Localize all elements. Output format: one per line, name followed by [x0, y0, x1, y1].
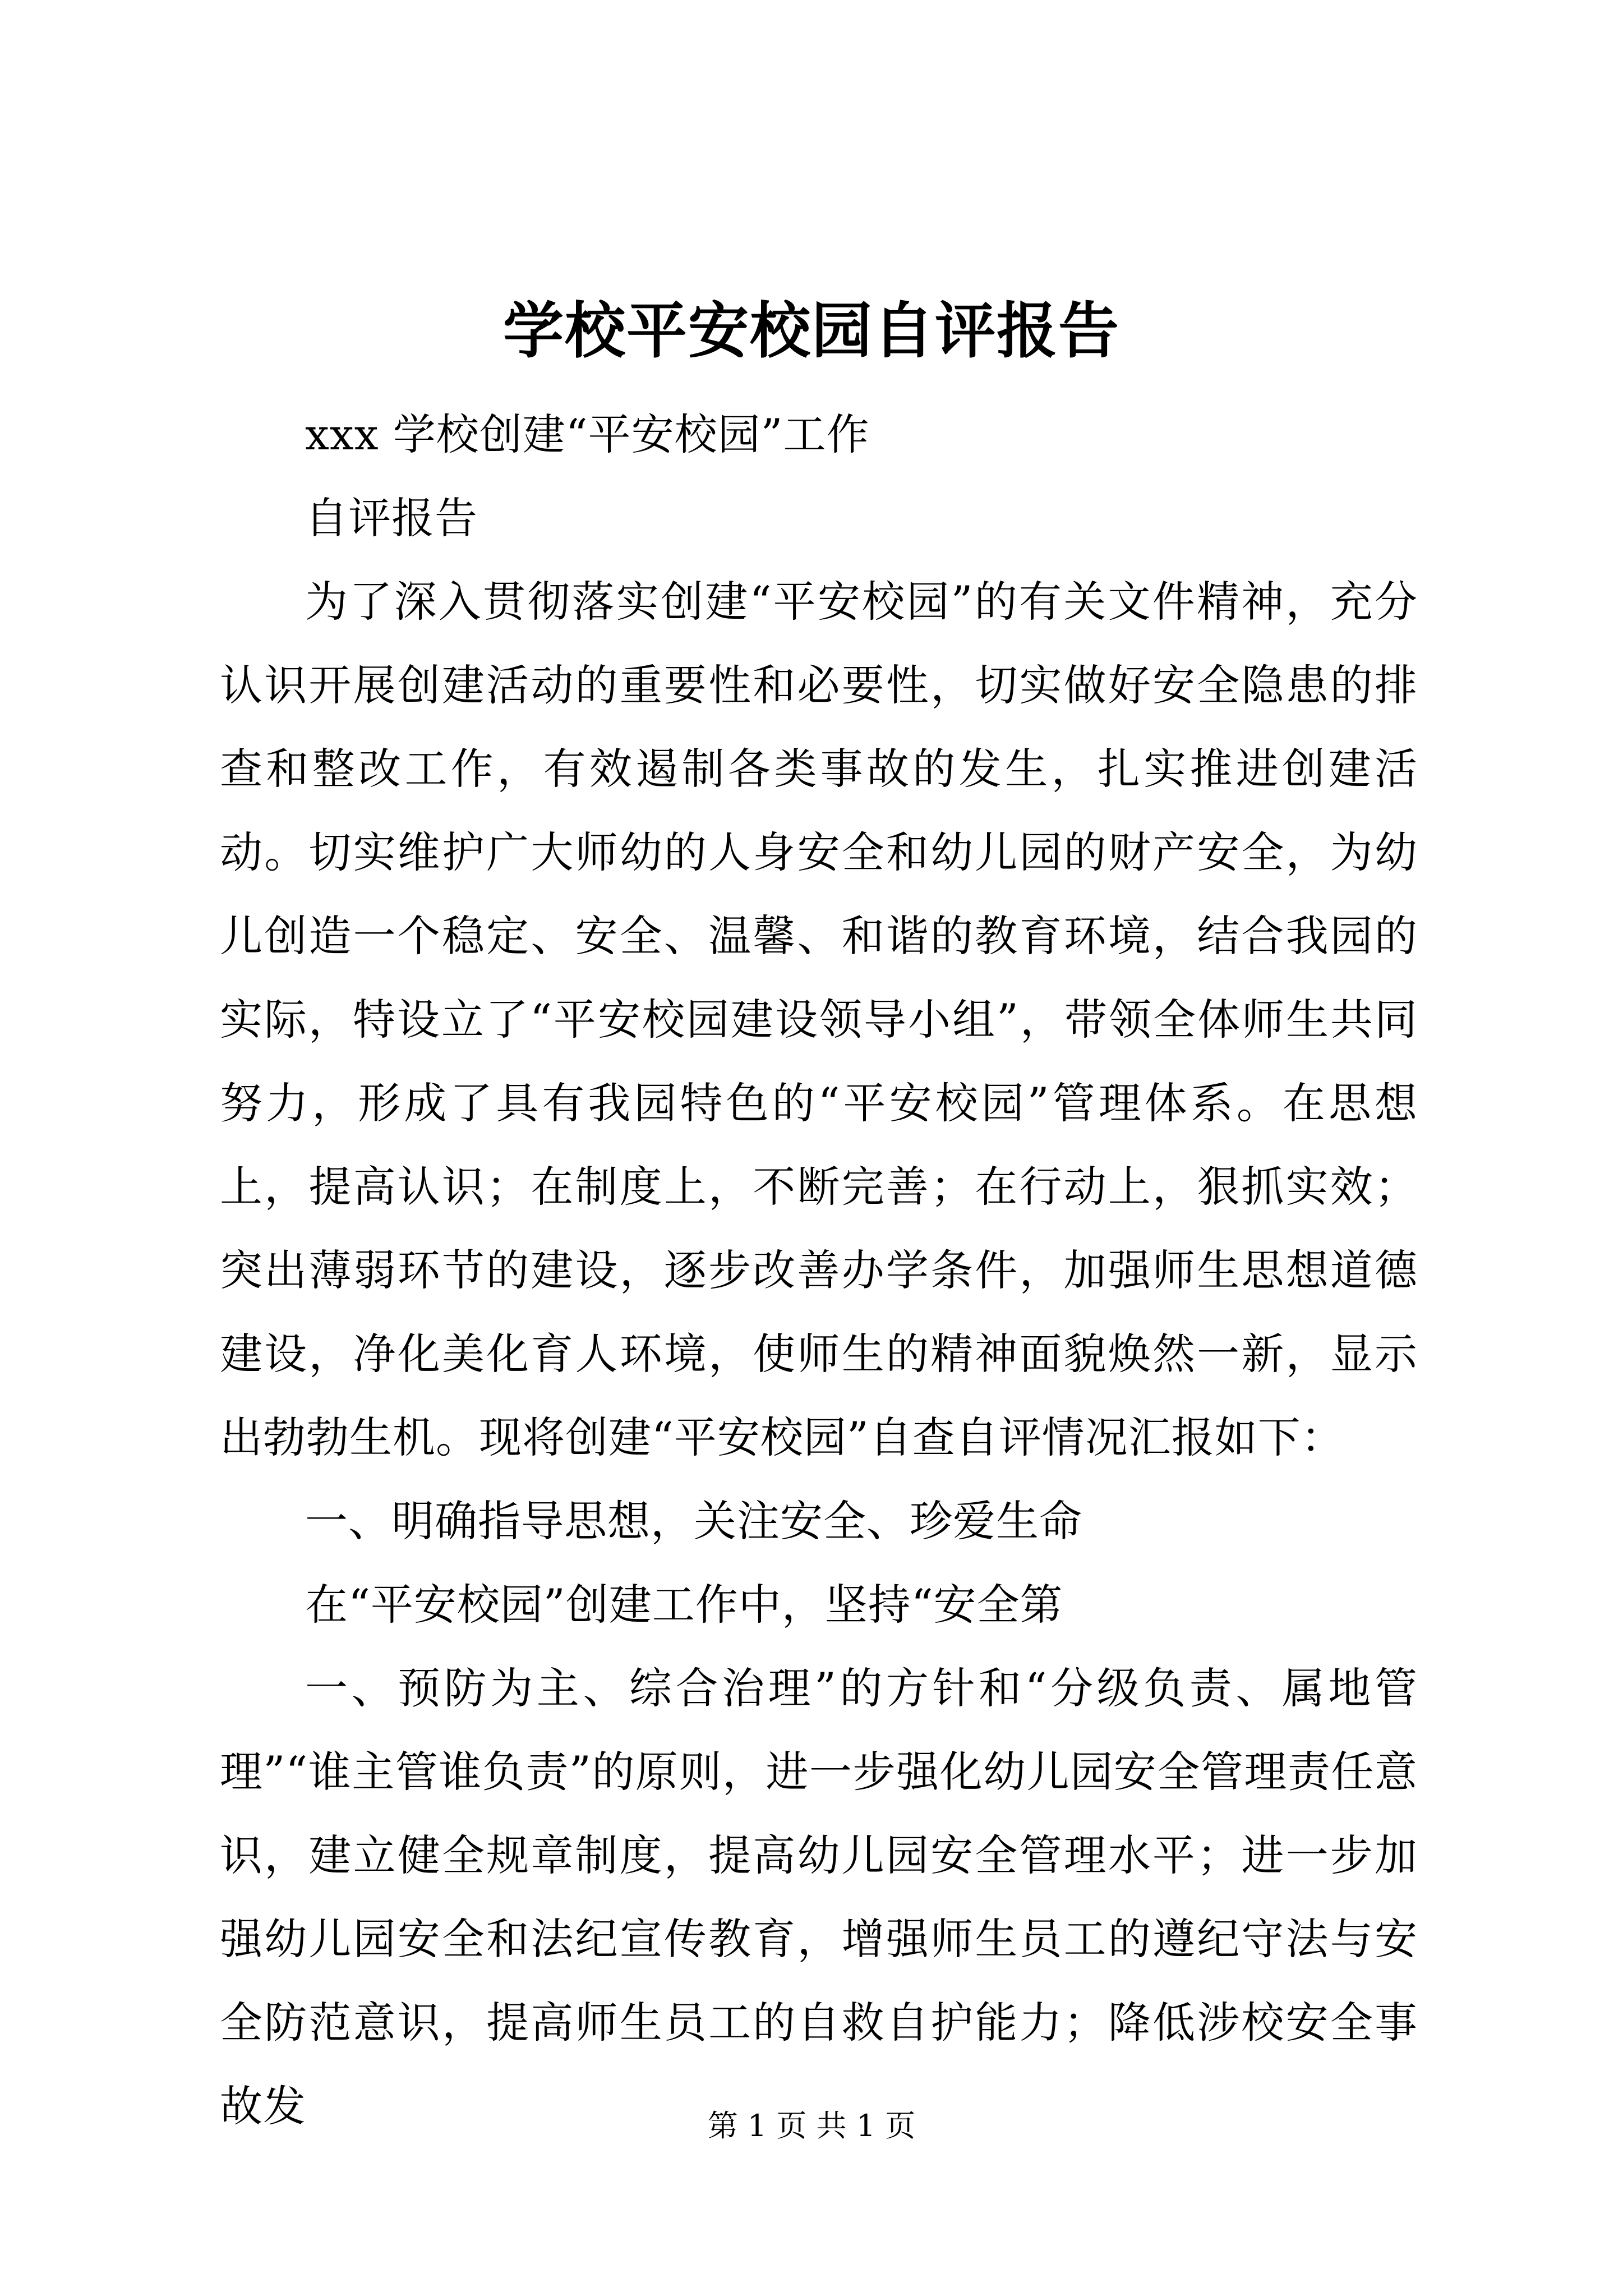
paragraph-section-1: 在“平安校园”创建工作中，坚持“安全第	[305, 1580, 1063, 1630]
section-heading-1: 一、明确指导思想，关注安全、珍爱生命	[305, 1496, 1082, 1546]
document-title: 学校平安校园自评报告	[502, 296, 1120, 366]
page-footer: 第 1 页 共 1 页	[707, 2108, 916, 2143]
paragraph-intro: 为了深入贯彻落实创建“平安校园”的有关文件精神，充分认识开展创建活动的重要性和必要性，切实做好安全隐患的排查和整改工作，有效遏制各类事故的发生，扎实推进创建活动。切实维护广大师幼的人身安全和幼儿园的财产安全，为幼儿创造一个稳定、安全、温馨、和谐的教育环境，结合我园的实际，特设立了“平安校园建设领导小组”，带领全体师生共同努力，形成了具有我园特色的“平安校园”管理体系。在思想上，提高认识；在制度上，不断完善；在行动上，狠抓实效；突出薄弱环节的建设，逐步改善办学条件，加强师生思想道德建设，净化美化育人环境，使师生的精神面貌焕然一新，显示出勃勃生机。现将创建“平安校园”自查自评情况汇报如下：	[220, 577, 1418, 1462]
paragraph-heading-line-2: 自评报告	[305, 493, 478, 543]
paragraph-section-1-cont: 一、预防为主、综合治理”的方针和“分级负责、属地管理”“谁主管谁负责”的原则，进一步强化幼儿园安全管理责任意识，建立健全规章制度，提高幼儿园安全管理水平；进一步加强幼儿园安全和法纪宣传教育，增强师生员工的遵纪守法与安全防范意识，提高师生员工的自救自护能力；降低涉校安全事故发	[220, 1663, 1418, 2131]
document-body	[220, 393, 1418, 2148]
paragraph-heading-line-1: xxx 学校创建“平安校园”工作	[305, 409, 870, 459]
